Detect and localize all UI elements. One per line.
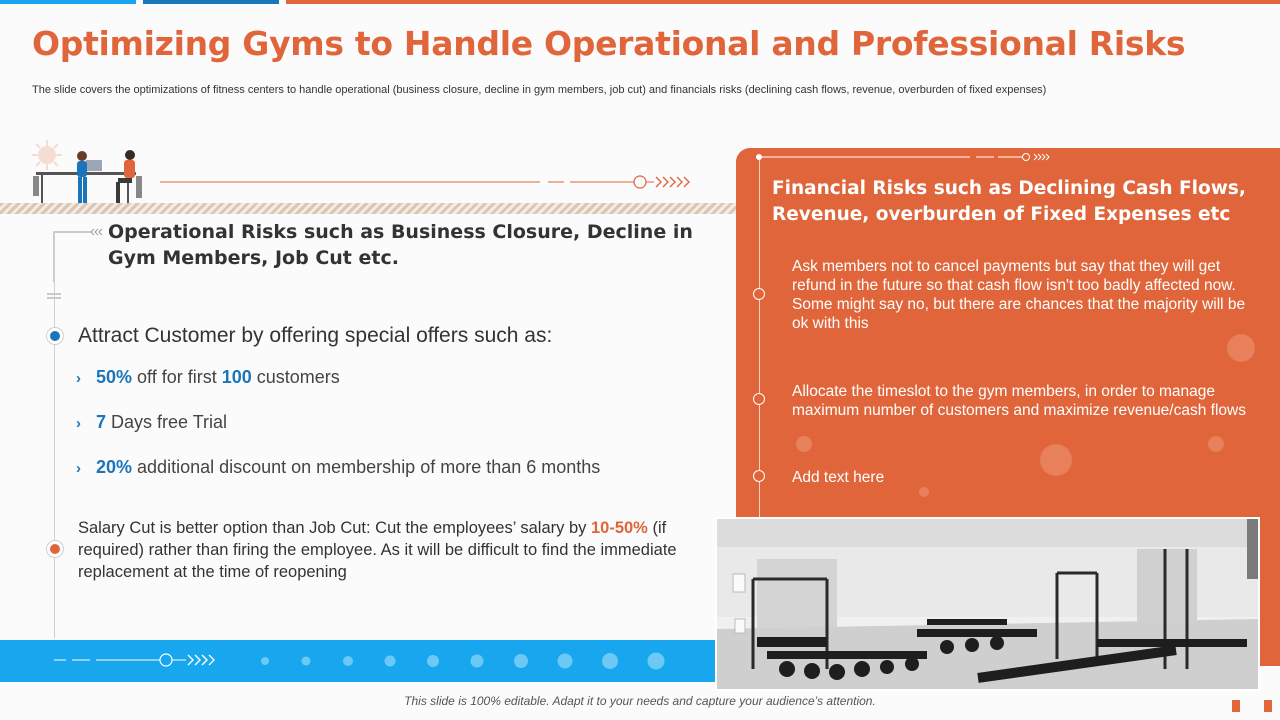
panel-start-dot [754,152,764,162]
list-item [76,457,716,502]
top-accent-bar-blue-dark [143,0,279,4]
salary-range-value: 10-50% [590,519,648,537]
panel-bullet-dot [753,288,765,300]
chevron-arrows-icon [0,640,736,682]
hatched-divider [0,203,736,214]
offer-text: Days free Trial [106,412,228,432]
panel-bullet-dot [753,393,765,405]
bottom-blue-bar [0,640,736,682]
offer-text: off for first [132,367,222,387]
list-item [76,367,716,412]
offer-value: 20% [96,457,133,477]
left-bracket-decoration [44,222,104,302]
financial-risks-heading: Financial Risks such as Declining Cash Flows, Revenue, overburden of Fixed Expenses etc [772,178,1246,225]
offers-list [76,367,716,502]
offer-value: 50% [96,367,133,387]
panel-bullet-dot [753,470,765,482]
salary-cut-text [78,517,718,583]
financial-point: Allocate the timeslot to the gym members, in order to manage maximum number of customers and maximize revenue/cash flows [792,383,1246,419]
offer-text: additional discount on membership of more than 6 months [132,457,601,477]
chevron-arrows-icon [160,170,700,194]
corner-bracket-icon [1230,698,1244,714]
salary-text-a: Salary Cut is better option than Job Cut: Cut the employees’ salary by [78,519,591,537]
top-accent-bar-blue-light [0,0,136,4]
slide-title: Optimizing Gyms to Handle Operational and Professional Risks [32,24,1186,63]
chevron-right-icon: › [76,460,81,477]
footer-note: This slide is 100% editable. Adapt it to your needs and capture your audience’s attention. [404,694,876,708]
timeline-dot-orange [46,540,64,558]
panel-timeline-line [759,156,760,518]
salary-text-b: (if required) rather than firing the employee. As it will be difficult to find the immediate replacement at the time of reopening [78,519,677,581]
slide-subtitle: The slide covers the optimizations of fitness centers to handle operational (business closure, decline in gym members, job cut) and financials risks (declining cash flows, revenue, overburden of fixed expenses) [32,84,1047,96]
financial-point: Add text here [792,469,885,486]
top-accent-bar-orange [286,0,1280,4]
offer-value: 7 [96,412,107,432]
operational-risks-heading: Operational Risks such as Business Closure, Decline in Gym Members, Job Cut etc. [108,221,693,269]
timeline-connector [54,232,55,638]
chevron-right-icon: › [76,370,81,387]
corner-bracket-icon [1260,698,1274,714]
chevron-right-icon: › [76,415,81,432]
timeline-dot-blue [46,327,64,345]
attract-customer-text: Attract Customer by offering special offers such as: [78,324,553,347]
list-item [76,412,716,457]
financial-point: Ask members not to cancel payments but say that they will get refund in the future so that cash flow isn't too badly affected now. Some might say no, but there are chances that the majority will be ok with this [792,258,1246,332]
offer-text-tail: customers [251,367,340,387]
gym-photo [715,517,1260,691]
offer-value-secondary: 100 [221,367,252,387]
